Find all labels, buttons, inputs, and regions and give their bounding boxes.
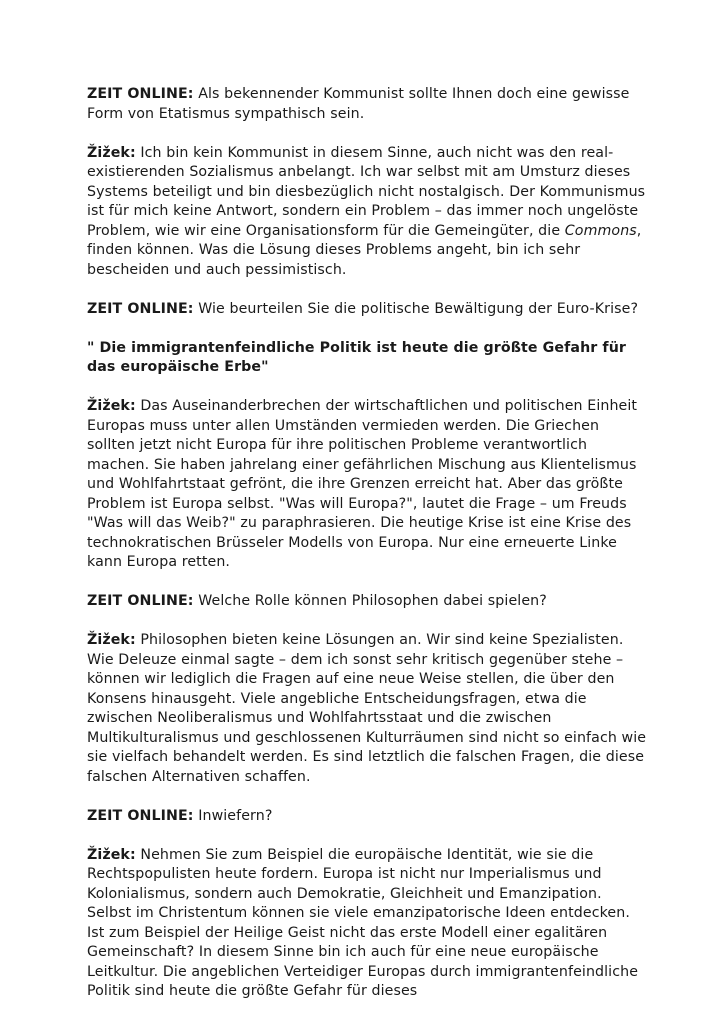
speaker-label: Žižek: xyxy=(87,144,136,161)
answer-text: Das Auseinanderbrechen der wirtschaftlichen und politischen Einheit Europas muss unter allen Umständen vermieden werden. Die Griechen sollten jetzt nicht Europa für ihre politischen Probleme verantwortlich machen. Sie haben jahrelang einer gefährlichen Mischung aus Klientelismus und Wohlfahrtstaat gefrönt, die ihre Grenzen erreicht hat. Aber das größte Problem ist Europa selbst. "Was will Europa?", lautet die Frage – um Freuds "Was will das Weib?" zu paraphrasieren. Die heutige Krise ist eine Krise des technokratischen Brüsseler Modells von Europa. Nur eine erneuerte Linke kann Europa retten. xyxy=(87,398,638,570)
speaker-label: Žižek: xyxy=(87,846,136,863)
speaker-label: Žižek: xyxy=(87,398,136,414)
emphasis-text: Commons xyxy=(564,222,637,239)
question-text: Welche Rolle können Philosophen dabei spielen? xyxy=(193,593,547,609)
section-heading: " Die immigrantenfeindliche Politik ist heute die größte Gefahr für das europäische Erbe" xyxy=(87,339,627,375)
speaker-label: ZEIT ONLINE: xyxy=(87,86,194,102)
interview-question xyxy=(87,300,647,320)
interview-answer xyxy=(87,144,647,281)
question-text: Inwiefern? xyxy=(193,807,273,824)
speaker-label: ZEIT ONLINE: xyxy=(87,300,194,317)
document-page xyxy=(87,85,647,1002)
interview-question xyxy=(87,807,647,827)
answer-text: Philosophen bieten keine Lösungen an. Wir sind keine Spezialisten. Wie Deleuze einmal sagte – dem ich sonst sehr kritisch gegenüber stehe – können wir lediglich die Fragen auf eine neue Weise stellen, die über den Konsens hinausgeht. Viele angebliche Entscheidungsfragen, etwa die zwischen Neoliberalismus und Wohlfahrtsstaat und die zwischen Multikulturalismus und geschlossenen Kulturräumen sind nicht so einfach wie sie vielfach behandelt werden. Es sind letztlich die falschen Fragen, die diese falschen Alternativen schaffen. xyxy=(87,632,647,785)
interview-answer xyxy=(87,631,647,787)
speaker-label: ZEIT ONLINE: xyxy=(87,593,194,609)
interview-answer xyxy=(87,846,647,1002)
interview-question xyxy=(87,592,647,612)
interview-answer xyxy=(87,397,647,573)
answer-text: , finden können. Was die Lösung dieses Problems angeht, bin ich sehr bescheiden und auch pessimistisch. xyxy=(87,222,642,278)
question-text: Als bekennender Kommunist sollte Ihnen doch eine gewisse Form von Etatismus sympathisch sein. xyxy=(87,86,630,122)
speaker-label: Žižek: xyxy=(87,632,136,648)
interview-question xyxy=(87,85,647,124)
speaker-label: ZEIT ONLINE: xyxy=(87,807,194,824)
answer-text: Nehmen Sie zum Beispiel die europäische Identität, wie sie die Rechtspopulisten heute fordern. Europa ist nicht nur Imperialismus und Kolonialismus, sondern auch Demokratie, Gleichheit und Emanzipation. Selbst im Christentum können sie viele emanzipatorische Ideen entdecken. Ist zum Beispiel der Heilige Geist nicht das erste Modell einer egalitären Gemeinschaft? In diesem Sinne bin ich auch für eine neue europäische Leitkultur. Die angeblichen Verteidiger Europas durch immigrantenfeindliche Politik sind heute die größte Gefahr für dieses xyxy=(87,846,639,999)
answer-text: Ich bin kein Kommunist in diesem Sinne, auch nicht was den real-existierenden Sozialismus anbelangt. Ich war selbst mit am Umsturz dieses Systems beteiligt und bin diesbezüglich nicht nostalgisch. Der Kommunismus ist für mich keine Antwort, sondern ein Problem – das immer noch ungelöste Problem, wie wir eine Organisationsform für die Gemeingüter, die xyxy=(87,144,646,239)
question-text: Wie beurteilen Sie die politische Bewältigung der Euro-Krise? xyxy=(193,300,639,317)
